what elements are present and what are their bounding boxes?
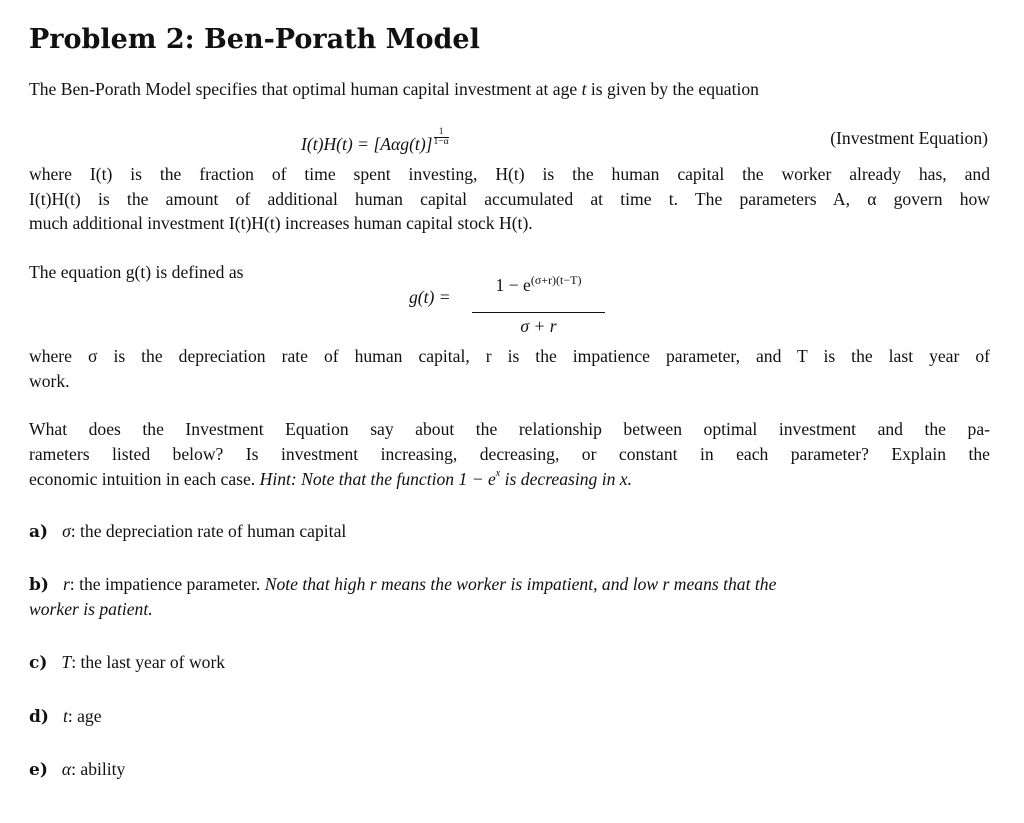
hint-exponent [496,468,500,479]
exponent-fraction [434,128,449,147]
part-a [29,521,346,542]
question-line1: What does the Investment Equation say about the relationship between optimal investment and the pa- [29,419,990,439]
intro-text-before: The Ben-Porath Model specifies that optimal human capital investment at age [29,79,578,99]
question-line2: rameters listed below? Is investment increasing, decreasing, or constant in each parameter? Explain the [29,444,990,464]
part-c-text: : the last year of work [71,652,226,672]
part-c-symbol: T [61,652,72,672]
part-d [29,706,102,727]
part-e-label: e) [29,760,48,780]
intro-t: t [581,79,587,99]
g-definition-text: The equation g(t) is defined as [29,262,244,282]
g-lhs: g(t) = [409,287,451,307]
where1-line2: I(t)H(t) is the amount of additional human capital accumulated at time t. The parameters A, α govern how [29,189,990,209]
question-hint: Hint: Note that the function 1 − e [259,469,496,489]
where1-line1: where I(t) is the fraction of time spent investing, H(t) is the human capital the worker already has, and [29,164,990,184]
part-e-symbol: α [61,759,72,779]
part-a-label: a) [29,522,49,542]
exponent-denominator: 1−α [433,137,449,147]
part-b-note-line2: worker is patient. [29,599,153,619]
part-c [29,652,225,673]
where1-line3: much additional investment I(t)H(t) increases human capital stock H(t). [29,213,533,233]
intro-line [29,79,759,100]
where2-line1: where σ is the depreciation rate of human capital, r is the impatience parameter, and T is the last year of [29,346,990,366]
part-b-text: : the impatience parameter. [69,574,261,594]
g-numerator-exponent: (σ+r)(t−T) [530,273,582,287]
part-b-label: b) [29,575,49,595]
hint-exponent-text: x [495,468,501,479]
equation-label: (Investment Equation) [830,128,988,148]
intro-text-after: is given by the equation [590,79,759,99]
g-equation-lhs [409,287,451,308]
part-e [29,759,125,780]
part-b-note-line2-wrap [29,599,153,620]
part-b [29,574,776,595]
exponent-numerator: 1 [434,128,449,138]
investment-equation [301,128,449,155]
part-a-text: : the depreciation rate of human capital [70,521,347,541]
g-numerator-base: 1 − e [495,275,531,295]
g-denominator [472,316,605,337]
part-d-label: d) [29,707,49,727]
where2-line2: work. [29,371,70,391]
question-hint-end: is decreasing in x. [504,469,633,489]
part-b-note-line1: Note that high r means the worker is impatient, and low r means that the [264,574,777,594]
investment-equation-lhs: I(t)H(t) = [Aαg(t)] [301,134,433,154]
part-b-symbol: r [62,574,70,594]
part-a-symbol: σ [62,521,71,541]
g-numerator [472,273,605,296]
g-denominator-text: σ + r [520,316,557,336]
question-line3 [29,468,632,490]
question-plain: economic intuition in each case. [29,469,256,489]
problem-title: Problem 2: Ben-Porath Model [29,24,480,55]
part-c-label: c) [29,653,48,673]
fraction-bar [472,312,605,313]
part-d-symbol: t [62,706,68,726]
part-d-text: : age [67,706,102,726]
part-e-text: : ability [71,759,126,779]
